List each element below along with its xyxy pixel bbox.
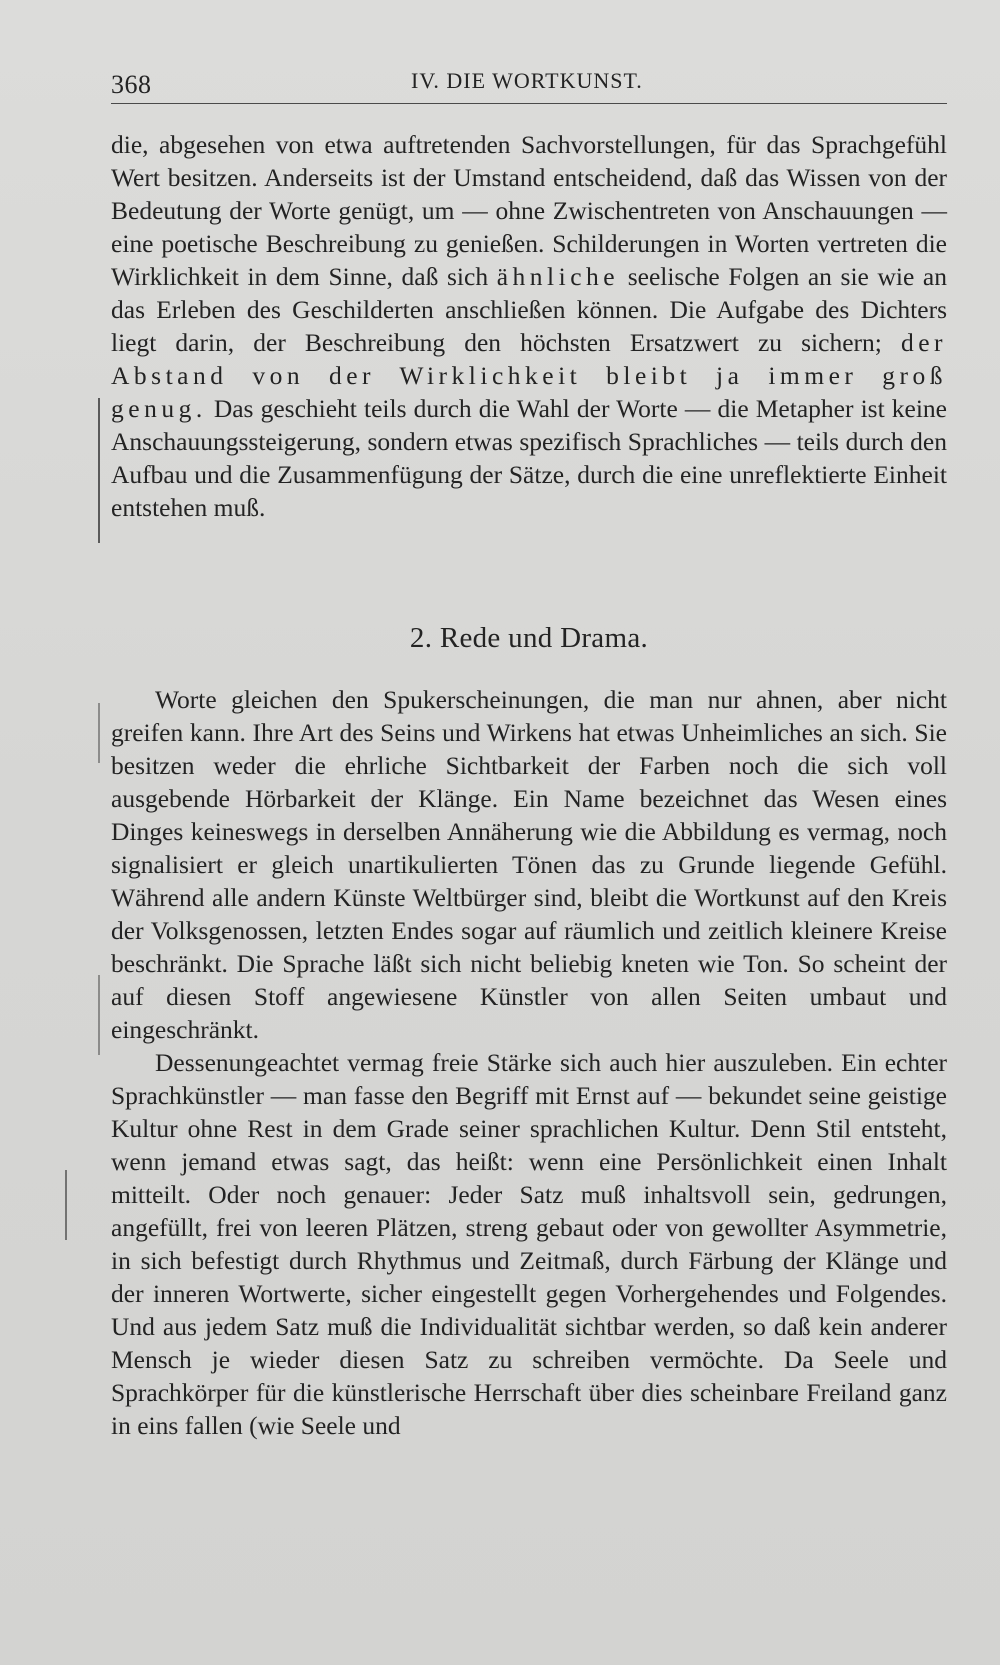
paragraph-1 xyxy=(111,128,947,524)
paragraph-1-emphasis-1: ähnliche xyxy=(496,262,620,291)
paragraph-1-part-b: seelische Folgen an sie wie an das Erleben des Geschilderten anschließen können. Die Aufgabe des Dichters liegt darin, der Beschreibung den höchsten Ersatzwert zu sichern; xyxy=(111,262,947,357)
paragraph-1-part-c: Das geschieht teils durch die Wahl der Worte — die Metapher ist keine Anschauungssteigerung, sondern etwas spezifisch Sprachliches — teils durch den Aufbau und die Zusammenfügung der Sätze, durch die eine unreflektierte Einheit entstehen muß. xyxy=(111,394,947,522)
margin-pencil-mark-1 xyxy=(98,398,100,543)
paragraph-1-emphasis-2: der Abstand von der Wirklichkeit bleibt ja immer groß genug. xyxy=(111,328,947,423)
paragraph-3: Dessenungeachtet vermag freie Stärke sich auch hier auszuleben. Ein echter Sprachkünstler — man fasse den Begriff mit Ernst auf — bekundet seine geistige Kultur ohne Rest in dem Grade seiner sprachlichen Kultur. Denn Stil entsteht, wenn jemand etwas sagt, das heißt: wenn eine Persönlichkeit einen Inhalt mitteilt. Oder noch genauer: Jeder Satz muß inhaltsvoll sein, gedrungen, angefüllt, frei von leeren Plätzen, streng gebaut oder von gewollter Asymmetrie, in sich befestigt durch Rhythmus und Zeitmaß, durch Färbung der Klänge und der inneren Wortwerte, sicher eingestellt gegen Vorhergehendes und Folgendes. Und aus jedem Satz muß die Individualität sichtbar werden, so daß kein anderer Mensch je wieder diesen Satz zu schreiben vermöchte. Da Seele und Sprachkörper für die künstlerische Herrschaft über dies scheinbare Freiland ganz in eins fallen (wie Seele und xyxy=(111,1048,947,1440)
margin-pencil-mark-2 xyxy=(98,703,100,763)
running-head: IV. DIE WORTKUNST. xyxy=(411,68,643,93)
paragraph-1-text xyxy=(111,128,947,524)
body-text xyxy=(111,683,947,1442)
margin-pencil-mark-3 xyxy=(98,975,100,1055)
page-number: 368 xyxy=(111,70,152,99)
page-header xyxy=(111,64,947,104)
header-rule xyxy=(111,103,947,104)
margin-pencil-mark-4 xyxy=(65,1170,67,1240)
paragraph-2: Worte gleichen den Spukerscheinungen, die man nur ahnen, aber nicht greifen kann. Ihre Art des Seins und Wirkens hat etwas Unheimliches an sich. Sie besitzen weder die ehrliche Sichtbarkeit der Farben noch die sich voll ausgebende Hörbarkeit der Klänge. Ein Name bezeichnet das Wesen eines Dinges keineswegs in derselben Annäherung wie die Abbildung es vermag, noch signalisiert er gleich unartikulierten Tönen das zu Grunde liegende Gefühl. Während alle andern Künste Weltbürger sind, bleibt die Wortkunst auf den Kreis der Volksgenossen, letzten Endes sogar auf räumlich und zeitlich kleinere Kreise beschränkt. Die Sprache läßt sich nicht beliebig kneten wie Ton. So scheint der auf diesen Stoff angewiesene Künstler von allen Seiten umbaut und eingeschränkt. xyxy=(111,685,947,1044)
paragraph-1-part-a: die, abgesehen von etwa auftretenden Sachvorstellungen, für das Sprachgefühl Wert besitzen. Anderseits ist der Umstand entscheidend, daß das Wissen von der Bedeutung der Worte genügt, um — ohne Zwischentreten von Anschauungen — eine poetische Beschreibung zu genießen. Schilderungen in Worten vertreten die Wirklichkeit in dem Sinne, daß sich xyxy=(111,130,947,291)
section-heading: 2. Rede und Drama. xyxy=(409,622,649,654)
